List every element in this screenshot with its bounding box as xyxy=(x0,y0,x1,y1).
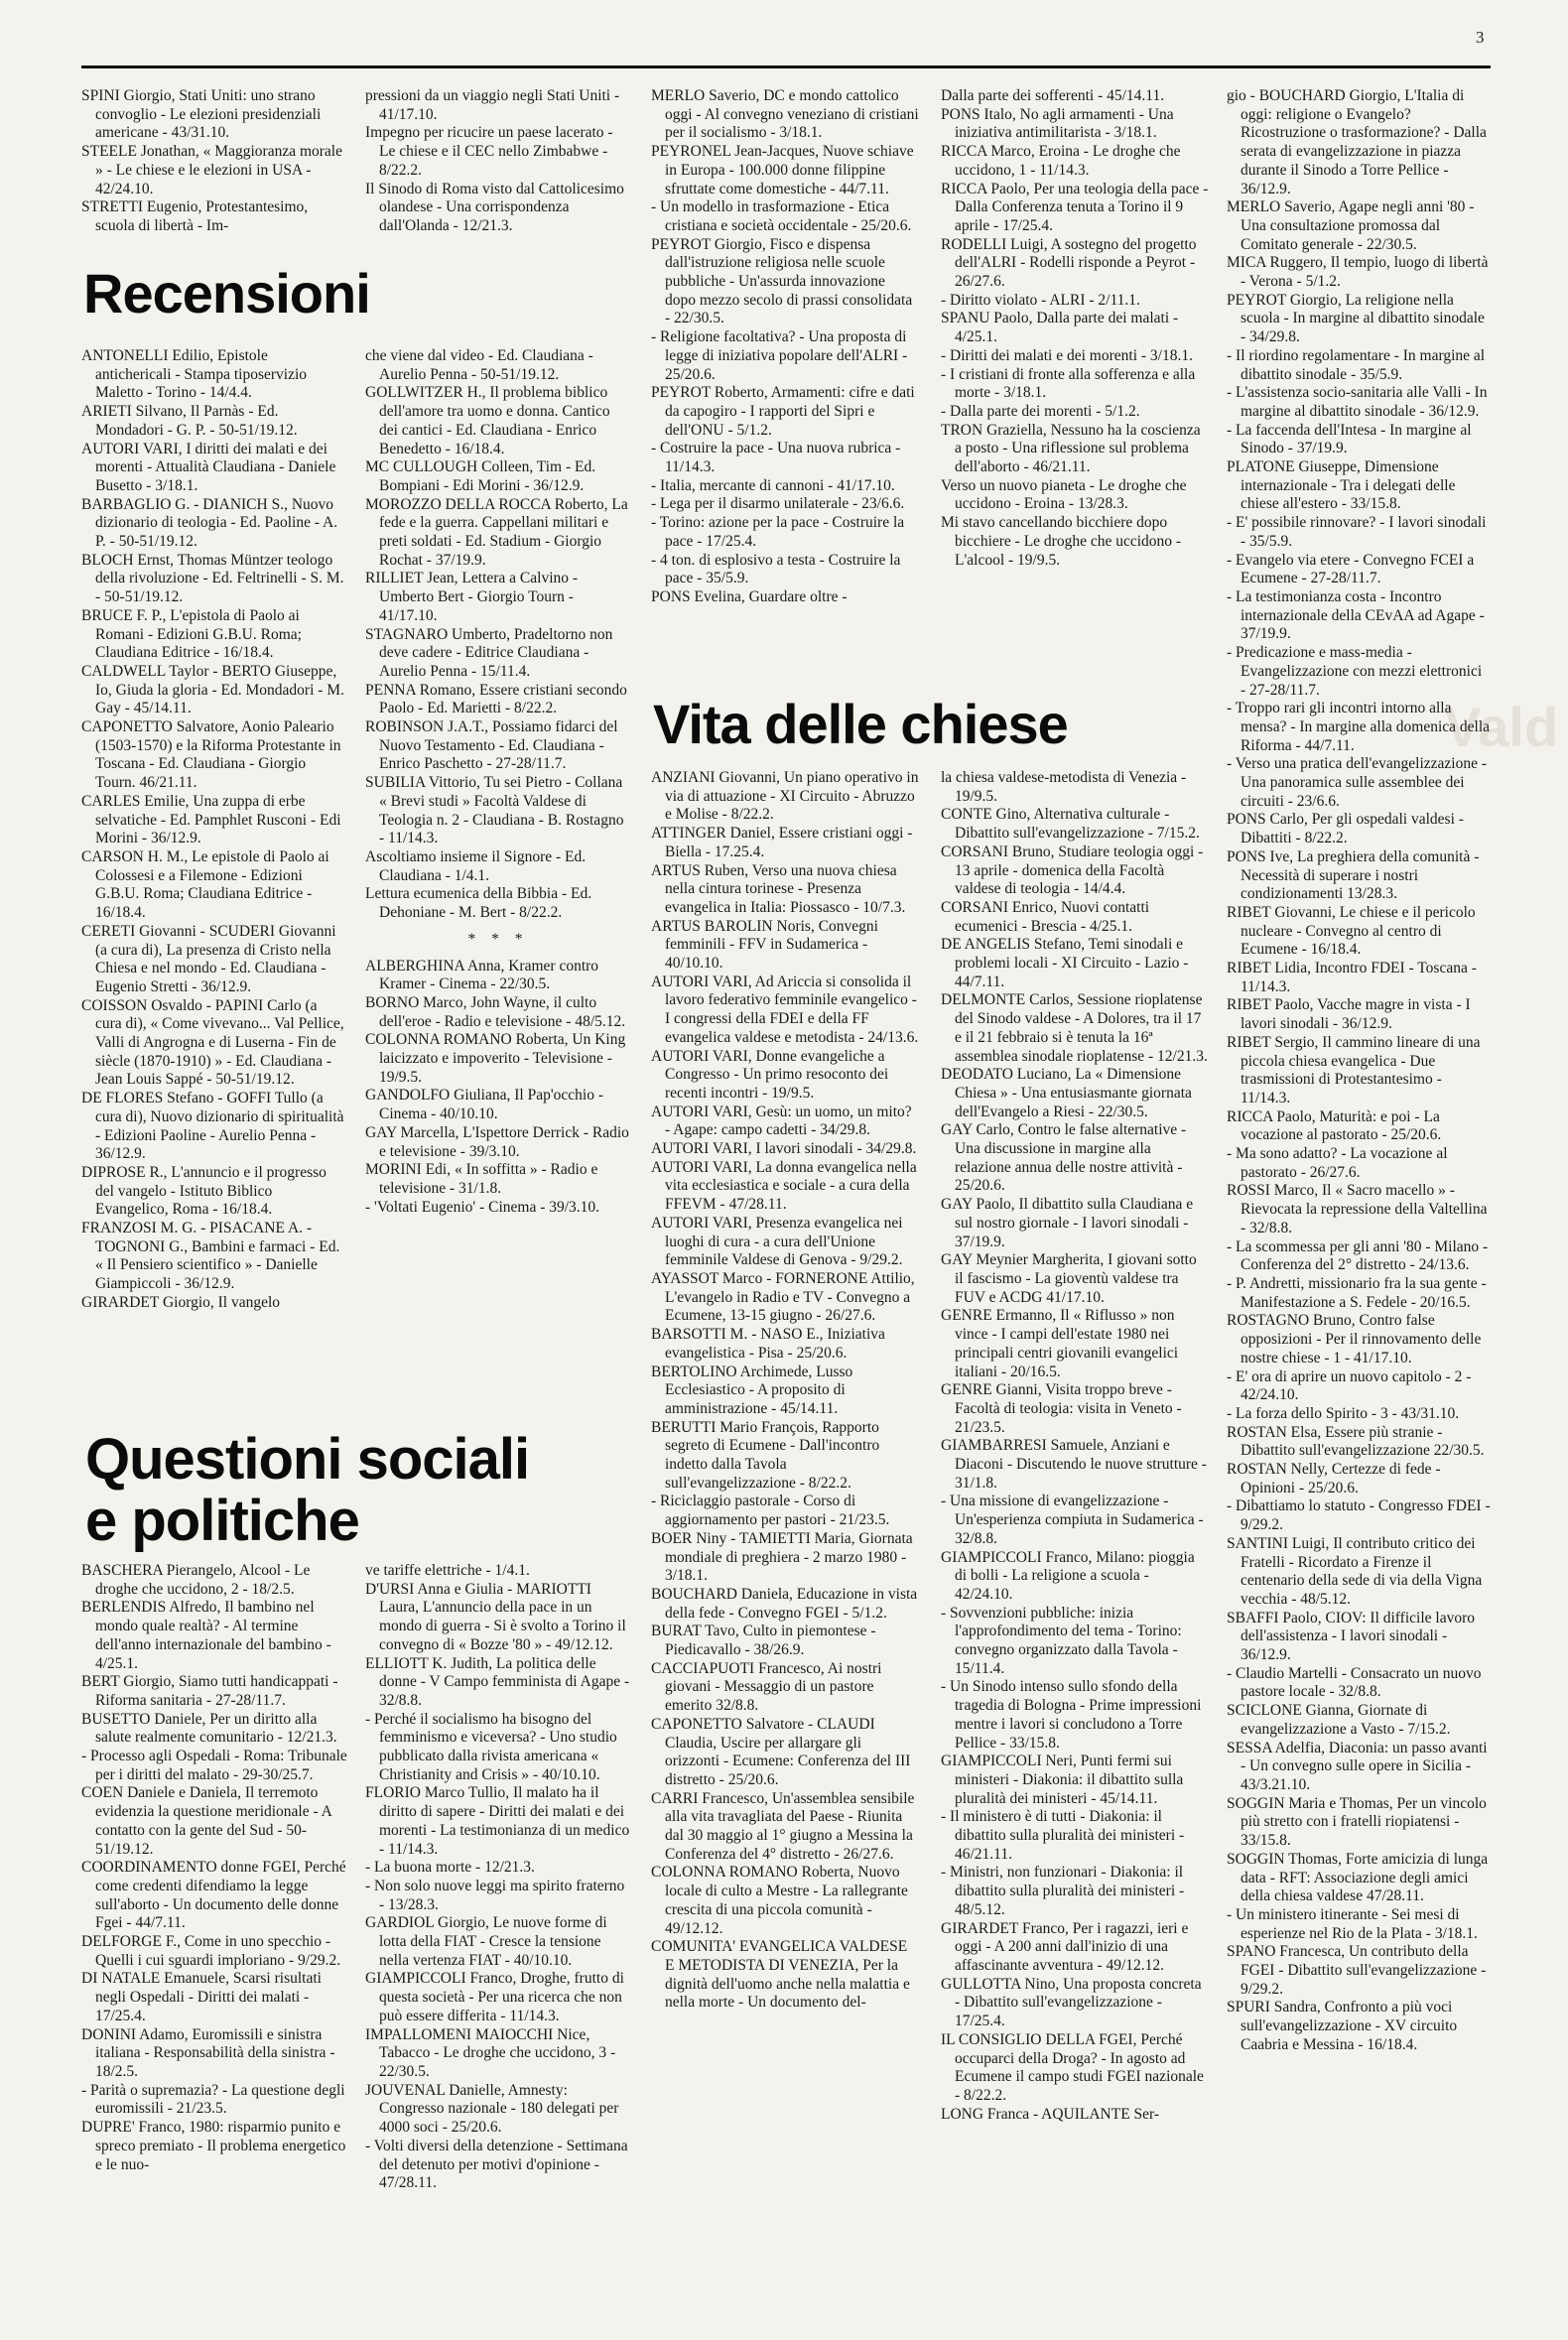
index-entry: MERLO Saverio, Agape negli anni '80 - Una consultazione promossa dal Comitato generale - 22/30.5. xyxy=(1227,198,1475,253)
index-entry: BARSOTTI M. - NASO E., Iniziativa evangelistica - Pisa - 25/20.6. xyxy=(651,1326,885,1362)
index-entry: - Italia, mercante di cannoni - 41/17.10. xyxy=(651,476,895,494)
index-entry: BERT Giorgio, Siamo tutti handicappati - Riforma sanitaria - 27-28/11.7. xyxy=(81,1673,338,1709)
index-entry: - Volti diversi della detenzione - Settimana del detenuto per motivi d'opinione - 47/28.11. xyxy=(365,2137,628,2192)
index-entry: MORINI Edi, « In soffitta » - Radio e televisione - 31/1.8. xyxy=(365,1161,598,1197)
index-entry: ROBINSON J.A.T., Possiamo fidarci del Nuovo Testamento - Ed. Claudiana - Enrico Paschetto - 27-28/11.7. xyxy=(365,718,618,773)
index-entry: SANTINI Luigi, Il contributo critico dei Fratelli - Ricordato a Firenze il centenario della sede di via della Vigna vecchia - 48/5.12. xyxy=(1227,1534,1483,1608)
index-entry: - Evangelo via etere - Convegno FCEI a Ecumene - 27-28/11.7. xyxy=(1227,551,1475,587)
index-entry: GULLOTTA Nino, Una proposta concreta - Dibattito sull'evangelizzazione - 17/25.4. xyxy=(941,1975,1202,2030)
index-entry: SPANO Francesca, Un contributo della FGEI - Dibattito sull'evangelizzazione - 9/29.2. xyxy=(1227,1943,1487,1998)
index-entry: AUTORI VARI, Presenza evangelica nei luoghi di cura - a cura dell'Unione femminile Valdese di Genova - 9/29.2. xyxy=(651,1214,903,1269)
index-entry: - Dibattiamo lo statuto - Congresso FDEI - 9/29.2. xyxy=(1227,1497,1491,1534)
index-entry: GAY Paolo, Il dibattito sulla Claudiana e sul nostro giornale - I lavori sinodali - 37/19.9. xyxy=(941,1196,1194,1250)
index-entry: GENRE Ermanno, Il « Riflusso » non vince - I campi dell'estate 1980 nei principali centri giovanili evangelici italiani - 20/16.5. xyxy=(941,1307,1179,1380)
index-entry: ROSSI Marco, Il « Sacro macello » - Rievocata la repressione della Valtellina - 32/8.8. xyxy=(1227,1182,1488,1236)
index-entry: GENRE Gianni, Visita troppo breve - Facoltà di teologia: visita in Veneto - 21/23.5. xyxy=(941,1381,1182,1436)
index-entry: GIRARDET Giorgio, Il vangelo xyxy=(81,1293,281,1311)
index-entry: BORNO Marco, John Wayne, il culto dell'eroe - Radio e televisione - 48/5.12. xyxy=(365,993,626,1030)
background-ghost-text: Vald xyxy=(1444,696,1559,758)
index-entry: BERUTTI Mario François, Rapporto segreto di Ecumene - Dall'incontro indetto dalla Tavola sull'evangelizzazione - 8/22.2. xyxy=(651,1418,880,1492)
index-entry: FRANZOSI M. G. - PISACANE A. - TOGNONI G., Bambini e farmaci - Ed. « Il Pensiero scientifico » - Danielle Giampiccoli - 36/12.9. xyxy=(81,1220,340,1293)
index-entry: DE ANGELIS Stefano, Temi sinodali e problemi locali - XI Circuito - Lazio - 44/7.11. xyxy=(941,936,1189,990)
index-entry: BLOCH Ernst, Thomas Müntzer teologo della rivoluzione - Ed. Feltrinelli - S. M. - 50-51/19.12. xyxy=(81,551,344,606)
index-entry: la chiesa valdese-metodista di Venezia - 19/9.5. xyxy=(941,769,1187,805)
index-entry: COLONNA ROMANO Roberta, Nuovo locale di culto a Mestre - La rallegrante crescita di una piccola comunità - 49/12.12. xyxy=(651,1864,908,1937)
index-entry: GIAMPICCOLI Neri, Punti fermi sui ministeri - Diakonia: il dibattito sulla pluralità dei ministeri - 45/14.11. xyxy=(941,1753,1184,1807)
index-entry: IL CONSIGLIO DELLA FGEI, Perché occuparci della Droga? - In agosto ad Ecumene il campo studi FGEI nazionale - 8/22.2. xyxy=(941,2030,1204,2104)
index-entry: BRUCE F. P., L'epistola di Paolo ai Romani - Edizioni G.B.U. Roma; Claudiana Editrice - 16/18.4. xyxy=(81,606,302,662)
index-entry: - La buona morte - 12/21.3. xyxy=(365,1859,535,1877)
index-entry: SBAFFI Paolo, CIOV: Il difficile lavoro dell'assistenza - I lavori sinodali - 36/12.9. xyxy=(1227,1609,1475,1664)
index-entry: ve tariffe elettriche - 1/4.1. xyxy=(365,1562,530,1579)
index-entry: CACCIAPUOTI Francesco, Ai nostri giovani - Messaggio di un pastore emerito 32/8.8. xyxy=(651,1659,882,1715)
column-5 xyxy=(1227,87,1491,2327)
index-entry: ROSTAGNO Bruno, Contro false opposizioni - Per il rinnovamento delle nostre chiese - 1 - 41/17.10. xyxy=(1227,1312,1482,1366)
index-entry: DELFORGE F., Come in uno specchio - Quelli i cui sguardi imploriano - 9/29.2. xyxy=(81,1933,341,1969)
heading-questioni-sociali: Questioni sociali e politiche xyxy=(85,1427,530,1553)
index-entry: SUBILIA Vittorio, Tu sei Pietro - Collana « Brevi studi » Facoltà Valdese di Teologia n. 2 - Claudiana - B. Rostagno - 11/14.3. xyxy=(365,774,624,847)
index-entry: - Un Sinodo intenso sullo sfondo della tragedia di Bologna - Prime impressioni mentre i lavori si concludono a Torre Pellice - 33/15.8. xyxy=(941,1678,1202,1752)
index-entry: - Ministri, non funzionari - Diakonia: il dibattito sulla pluralità dei ministeri - 48/5.12. xyxy=(941,1864,1185,1918)
index-entry: ARIETI Silvano, Il Parnàs - Ed. Mondadori - G. P. - 50-51/19.12. xyxy=(81,403,298,439)
index-entry: AUTORI VARI, Ad Ariccia si consolida il lavoro federativo femminile evangelico - I congressi della FDEI e della FF evangelica valdese e metodista - 24/13.6. xyxy=(651,973,919,1046)
index-entry: RIBET Lidia, Incontro FDEI - Toscana - 11/14.3. xyxy=(1227,960,1477,995)
index-entry: DEODATO Luciano, La « Dimensione Chiesa » - Una entusiasmante giornata dell'Evangelo a Riesi - 22/30.5. xyxy=(941,1066,1192,1120)
index-entry: - Predicazione e mass-media - Evangelizzazione con mezzi elettronici - 27-28/11.7. xyxy=(1227,644,1483,699)
index-entry: CAPONETTO Salvatore - CLAUDI Claudia, Uscire per allargare gli orizzonti - Ecumene: Conferenza del III distretto - 25/20.6. xyxy=(651,1715,911,1788)
index-entry: BURAT Tavo, Culto in piemontese - Piedicavallo - 38/26.9. xyxy=(651,1623,876,1659)
index-entry: CERETI Giovanni - SCUDERI Giovanni (a cura di), La presenza di Cristo nella Chiesa e nel mondo - Ed. Claudiana - Eugenio Stretti - 36/12.9. xyxy=(81,922,336,995)
index-entry: BOUCHARD Daniela, Educazione in vista della fede - Convegno FGEI - 5/1.2. xyxy=(651,1585,918,1622)
index-entry: COISSON Osvaldo - PAPINI Carlo (a cura di), « Come vivevano... Val Pellice, Valli di Angrogna e di Luserna - Fin de siècle (1870-1910) » - Ed. Claudiana - Jean Louis Sappé - 50-51/19.12. xyxy=(81,996,344,1089)
index-entry: GOLLWITZER H., Il problema biblico dell'amore tra uomo e donna. Cantico dei cantici - Ed. Claudiana - Enrico Benedetto - 16/18.4. xyxy=(365,384,610,457)
index-entry: AYASSOT Marco - FORNERONE Attilio, L'evangelo in Radio e TV - Convegno a Ecumene, 13-15 giugno - 26/27.6. xyxy=(651,1269,915,1325)
index-entry: GIRARDET Franco, Per i ragazzi, ieri e oggi - A 200 anni dall'inizio di una affascinante avventura - 49/12.12. xyxy=(941,1919,1189,1974)
column-2-top xyxy=(365,87,631,256)
index-entry: MC CULLOUGH Colleen, Tim - Ed. Bompiani - Edi Morini - 36/12.9. xyxy=(365,458,596,494)
index-entry: - Un modello in trasformazione - Etica cristiana e società occidentale - 25/20.6. xyxy=(651,198,912,234)
index-entry: ANTONELLI Edilio, Epistole antichericali - Stampa tiposervizio Maletto - Torino - 14/4.4. xyxy=(81,347,308,402)
index-entry: RICCA Paolo, Maturità: e poi - La vocazione al pastorato - 25/20.6. xyxy=(1227,1107,1442,1144)
index-entry: BASCHERA Pierangelo, Alcool - Le droghe che uccidono, 2 - 18/2.5. xyxy=(81,1562,311,1598)
index-entry: Mi stavo cancellando bicchiere dopo bicchiere - Le droghe che uccidono - L'alcool - 19/9.5. xyxy=(941,514,1182,569)
heading-recensioni: Recensioni xyxy=(83,262,370,325)
index-entry: - Dalla parte dei morenti - 5/1.2. xyxy=(941,402,1140,420)
index-entry: SOGGIN Maria e Thomas, Per un vincolo più stretto con i fratelli riopiatensi - 33/15.8. xyxy=(1227,1794,1487,1850)
index-entry: GIAMBARRESI Samuele, Anziani e Diaconi - Discutendo le nuove strutture - 31/1.8. xyxy=(941,1437,1207,1492)
index-entry: GANDOLFO Giuliana, Il Pap'occhio - Cinema - 40/10.10. xyxy=(365,1087,603,1123)
index-entry: STRETTI Eugenio, Protestantesimo, scuola di libertà - Im- xyxy=(81,198,309,234)
column-1-recensioni xyxy=(81,347,347,1419)
index-entry: PONS Ive, La preghiera della comunità - Necessità di superare i nostri condizionamenti 13/28.3. xyxy=(1227,847,1480,903)
index-entry: STEELE Jonathan, « Maggioranza morale » - Le chiese e le elezioni in USA - 42/24.10. xyxy=(81,143,342,197)
index-entry: CORSANI Bruno, Studiare teologia oggi - 13 aprile - domenica della Facoltà valdese di teologia - 14/4.4. xyxy=(941,843,1204,898)
index-entry: che viene dal video - Ed. Claudiana - Aurelio Penna - 50-51/19.12. xyxy=(365,347,593,383)
index-entry: - Diritti dei malati e dei morenti - 3/18.1. xyxy=(941,346,1193,364)
index-entry: Il Sinodo di Roma visto dal Cattolicesimo olandese - Una corrispondenza dall'Olanda - 12/21.3. xyxy=(365,180,624,234)
index-entry: PONS Evelina, Guardare oltre - xyxy=(651,587,848,605)
index-entry: RILLIET Jean, Lettera a Calvino - Umberto Bert - Giorgio Tourn - 41/17.10. xyxy=(365,570,579,624)
index-entry: PEYROT Giorgio, Fisco e dispensa dall'istruzione religiosa nelle scuole pubbliche - Un'assurda innovazione dopo mezzo secolo di prassi consolidata - 22/30.5. xyxy=(651,235,913,327)
index-entry: COLONNA ROMANO Roberta, Un King laicizzato e impoverito - Televisione - 19/9.5. xyxy=(365,1031,626,1086)
column-1-questioni xyxy=(81,1562,347,2326)
index-entry: LONG Franca - AQUILANTE Ser- xyxy=(941,2105,1160,2123)
index-entry: AUTORI VARI, I lavori sinodali - 34/29.8. xyxy=(651,1140,917,1158)
index-entry: COORDINAMENTO donne FGEI, Perché come credenti difendiamo la legge sull'aborto - Un documento delle donne Fgei - 44/7.11. xyxy=(81,1859,346,1932)
index-entry: MERLO Saverio, DC e mondo cattolico oggi - Al convegno veneziano di cristiani per il socialismo - 3/18.1. xyxy=(651,87,919,142)
index-entry: - La faccenda dell'Intesa - In margine al Sinodo - 37/19.9. xyxy=(1227,421,1472,457)
index-entry: DUPRE' Franco, 1980: risparmio punito e spreco premiato - Il problema energetico e le nuo- xyxy=(81,2119,346,2173)
index-entry: - Perché il socialismo ha bisogno del femminismo e viceversa? - Uno studio pubblicato dalla rivista americana « Christianity and Crisis » - 40/10.10. xyxy=(365,1710,617,1783)
index-entry: FLORIO Marco Tullio, Il malato ha il diritto di sapere - Diritti dei malati e dei morenti - La testimonianza di un medico - 11/14.3. xyxy=(365,1784,630,1858)
index-entry: DE FLORES Stefano - GOFFI Tullo (a cura di), Nuovo dizionario di spiritualità - Edizioni Paoline - Aurelio Penna - 36/12.9. xyxy=(81,1090,344,1163)
index-entry: - Una missione di evangelizzazione - Un'esperienza compiuta in Sudamerica - 32/8.8. xyxy=(941,1493,1204,1547)
index-entry: BUSETTO Daniele, Per un diritto alla salute realmente comunitario - 12/21.3. xyxy=(81,1710,337,1747)
index-entry: PEYROT Roberto, Armamenti: cifre e dati da capogiro - I rapporti del Sipri e dell'ONU - 5/1.2. xyxy=(651,384,915,439)
index-entry: RIBET Giovanni, Le chiese e il pericolo nucleare - Convegno al centro di Ecumene - 16/18.4. xyxy=(1227,903,1476,959)
index-entry: ARTUS Ruben, Verso una nuova chiesa nella cintura torinese - Presenza evangelica in Italia: Piossasco - 10/7.3. xyxy=(651,861,906,916)
index-entry: - 'Voltati Eugenio' - Cinema - 39/3.10. xyxy=(365,1198,600,1216)
index-entry: - Ma sono adatto? - La vocazione al pastorato - 26/27.6. xyxy=(1227,1145,1448,1181)
index-entry: pressioni da un viaggio negli Stati Uniti - 41/17.10. xyxy=(365,87,620,123)
top-rule xyxy=(81,65,1491,68)
index-entry: - Claudio Martelli - Consacrato un nuovo pastore locale - 32/8.8. xyxy=(1227,1664,1482,1701)
index-entry: gio - BOUCHARD Giorgio, L'Italia di oggi: religione o Evangelo? Ricostruzione o trasformazione? - Dalla serata di evangelizzazione in piazza durante il Sinodo a Torre Pellice - 36/12.9. xyxy=(1227,87,1487,197)
index-entry: PEYROT Giorgio, La religione nella scuola - In margine al dibattito sinodale - 34/29.8. xyxy=(1227,291,1485,346)
index-entry: - E' ora di aprire un nuovo capitolo - 2 - 42/24.10. xyxy=(1227,1367,1472,1404)
index-entry: - Diritto violato - ALRI - 2/11.1. xyxy=(941,291,1140,309)
index-entry: GAY Meynier Margherita, I giovani sotto il fascismo - La gioventù valdese tra FUV e ACDG 41/17.10. xyxy=(941,1251,1197,1306)
index-entry: DIPROSE R., L'annuncio e il progresso del vangelo - Istituto Biblico Evangelico, Roma - 16/18.4. xyxy=(81,1163,327,1219)
index-entry: CORSANI Enrico, Nuovi contatti ecumenici - Brescia - 4/25.1. xyxy=(941,898,1150,935)
index-entry: BERTOLINO Archimede, Lusso Ecclesiastico - A proposito di amministrazione - 45/14.11. xyxy=(651,1363,853,1417)
index-entry: - Riciclaggio pastorale - Corso di aggiornamento per pastori - 21/23.5. xyxy=(651,1493,890,1529)
page-number: 3 xyxy=(1476,28,1485,47)
column-3-top xyxy=(651,87,919,687)
index-entry: - Il ministero è di tutti - Diakonia: il dibattito sulla pluralità dei ministeri - 46/21.11. xyxy=(941,1808,1185,1863)
index-entry: Dalla parte dei sofferenti - 45/14.11. xyxy=(941,87,1165,104)
index-entry: SCICLONE Gianna, Giornate di evangelizzazione a Vasto - 7/15.2. xyxy=(1227,1702,1451,1738)
index-entry: MOROZZO DELLA ROCCA Roberto, La fede e la guerra. Cappellani militari e preti soldati - Ed. Stadium - Giorgio Rochat - 37/19.9. xyxy=(365,495,628,569)
index-entry: COMUNITA' EVANGELICA VALDESE E METODISTA DI VENEZIA, Per la dignità dell'uomo anche nella malattia e nella morte - Un documento del- xyxy=(651,1938,910,2012)
index-entry: - Processo agli Ospedali - Roma: Tribunale per i diritti del malato - 29-30/25.7. xyxy=(81,1748,347,1783)
index-entry: - I cristiani di fronte alla sofferenza e alla morte - 3/18.1. xyxy=(941,365,1196,402)
index-entry: - Sovvenzioni pubbliche: inizia l'approfondimento del tema - Torino: convegno organizzato dalla Tavola - 15/11.4. xyxy=(941,1604,1182,1677)
heading-vita-delle-chiese: Vita delle chiese xyxy=(653,693,1068,755)
index-entry: - Il riordino regolamentare - In margine al dibattito sinodale - 35/5.9. xyxy=(1227,346,1486,383)
index-entry: RICCA Paolo, Per una teologia della pace - Dalla Conferenza tenuta a Torino il 9 aprile - 17/25.4. xyxy=(941,180,1209,234)
index-entry: CONTE Gino, Alternativa culturale - Dibattito sull'evangelizzazione - 7/15.2. xyxy=(941,806,1200,843)
index-entry: DELMONTE Carlos, Sessione rioplatense del Sinodo valdese - A Dolores, tra il 17 e il 21 febbraio si è tenuta la 16ª assemblea sinodale rioplatense - 12/21.3. xyxy=(941,991,1208,1065)
index-entry: GIAMPICCOLI Franco, Milano: pioggia di bolli - La religione a scuola - 42/24.10. xyxy=(941,1548,1195,1603)
column-1-top xyxy=(81,87,347,256)
index-entry: RICCA Marco, Eroina - Le droghe che uccidono, 1 - 11/14.3. xyxy=(941,143,1181,179)
index-entry: - Troppo rari gli incontri intorno alla mensa? - In margine alla domenica della Riforma - 44/7.11. xyxy=(1227,700,1491,754)
index-entry: RIBET Sergio, Il cammino lineare di una piccola chiesa evangelica - Due trasmissioni di Protestantesimo - 11/14.3. xyxy=(1227,1033,1481,1106)
index-entry: - E' possibile rinnovare? - I lavori sinodali - 35/5.9. xyxy=(1227,514,1487,550)
index-entry: SESSA Adelfia, Diaconia: un passo avanti - Un convegno sulle opere in Sicilia - 43/3.21.10. xyxy=(1227,1739,1488,1793)
index-entry: MICA Ruggero, Il tempio, luogo di libertà - Verona - 5/1.2. xyxy=(1227,254,1489,291)
index-entry: BARBAGLIO G. - DIANICH S., Nuovo dizionario di teologia - Ed. Paoline - A. P. - 50-51/19.12. xyxy=(81,495,338,551)
index-entry: IMPALLOMENI MAIOCCHI Nice, Tabacco - Le droghe che uccidono, 3 - 22/30.5. xyxy=(365,2025,616,2080)
index-entry: DI NATALE Emanuele, Scarsi risultati negli Ospedali - Diritti dei malati - 17/25.4. xyxy=(81,1970,322,2024)
index-entry: AUTORI VARI, Gesù: un uomo, un mito? - Agape: campo cadetti - 34/29.8. xyxy=(651,1103,912,1139)
index-entry: TRON Graziella, Nessuno ha la coscienza a posto - Una riflessione sul problema dell'aborto - 46/21.11. xyxy=(941,421,1201,476)
index-entry: AUTORI VARI, Donne evangeliche a Congresso - Un primo resoconto dei recenti incontri - 19/9.5. xyxy=(651,1047,889,1102)
index-entry: Verso un nuovo pianeta - Le droghe che uccidono - Eroina - 13/28.3. xyxy=(941,476,1187,513)
index-entry: CALDWELL Taylor - BERTO Giuseppe, Io, Giuda la gloria - Ed. Mondadori - M. Gay - 45/14.11. xyxy=(81,662,344,717)
index-entry: JOUVENAL Danielle, Amnesty: Congresso nazionale - 180 delegati per 4000 soci - 25/20.6. xyxy=(365,2081,619,2137)
index-entry: PLATONE Giuseppe, Dimensione internazionale - Tra i delegati delle chiese all'estero - 33/15.8. xyxy=(1227,458,1456,513)
index-entry: - Costruire la pace - Una nuova rubrica - 11/14.3. xyxy=(651,440,901,476)
index-entry: - Lega per il disarmo unilaterale - 23/6.6. xyxy=(651,495,905,513)
index-entry: BOER Niny - TAMIETTI Maria, Giornata mondiale di preghiera - 2 marzo 1980 - 3/18.1. xyxy=(651,1529,913,1585)
column-2-questioni xyxy=(365,1562,631,2326)
index-entry: CARLES Emilie, Una zuppa di erbe selvatiche - Ed. Pamphlet Rusconi - Edi Morini - 36/12.9. xyxy=(81,792,341,847)
index-entry: GAY Marcella, L'Ispettore Derrick - Radio e televisione - 39/3.10. xyxy=(365,1123,629,1160)
column-4-top xyxy=(941,87,1209,687)
index-entry: STAGNARO Umberto, Pradeltorno non deve cadere - Editrice Claudiana - Aurelio Penna - 15/11.4. xyxy=(365,625,613,680)
index-entry: SPURI Sandra, Confronto a più voci sull'evangelizzazione - XV circuito Caabria e Messina - 16/18.4. xyxy=(1227,1999,1458,2053)
index-entry: GARDIOL Giorgio, Le nuove forme di lotta della FIAT - Cresce la tensione nella vertenza FIAT - 40/10.10. xyxy=(365,1914,607,1969)
index-entry: ATTINGER Daniel, Essere cristiani oggi - Biella - 17.25.4. xyxy=(651,825,913,860)
index-entry: - Non solo nuove leggi ma spirito fraterno - 13/28.3. xyxy=(365,1877,625,1913)
index-entry: PONS Italo, No agli armamenti - Una iniziativa antimilitarista - 3/18.1. xyxy=(941,105,1174,142)
index-entry: ROSTAN Nelly, Certezze di fede - Opinioni - 25/20.6. xyxy=(1227,1461,1441,1496)
index-entry: Lettura ecumenica della Bibbia - Ed. Dehoniane - M. Bert - 8/22.2. xyxy=(365,885,592,922)
index-entry: ANZIANI Giovanni, Un piano operativo in via di attuazione - XI Circuito - Abruzzo e Molise - 8/22.2. xyxy=(651,769,919,824)
index-entry: PONS Carlo, Per gli ospedali valdesi - Dibattiti - 8/22.2. xyxy=(1227,811,1464,847)
index-entry: PENNA Romano, Essere cristiani secondo Paolo - Ed. Marietti - 8/22.2. xyxy=(365,681,627,717)
index-entry: Impegno per ricucire un paese lacerato - Le chiese e il CEC nello Zimbabwe - 8/22.2. xyxy=(365,124,613,179)
index-entry: * * * xyxy=(467,930,529,948)
index-entry: - L'assistenza socio-sanitaria alle Valli - In margine al dibattito sinodale - 36/12.9. xyxy=(1227,384,1488,420)
index-entry: Ascoltiamo insieme il Signore - Ed. Claudiana - 1/4.1. xyxy=(365,847,587,884)
index-entry: ALBERGHINA Anna, Kramer contro Kramer - Cinema - 22/30.5. xyxy=(365,957,599,993)
index-entry: GIAMPICCOLI Franco, Droghe, frutto di questa società - Per una ricerca che non può essere differita - 11/14.3. xyxy=(365,1970,624,2024)
index-entry: DONINI Adamo, Euromissili e sinistra italiana - Responsabilità della sinistra - 18/2.5. xyxy=(81,2025,335,2080)
column-2-recensioni xyxy=(365,347,631,1419)
index-entry: ELLIOTT K. Judith, La politica delle donne - V Campo femminista di Agape - 32/8.8. xyxy=(365,1654,630,1709)
index-entry: GAY Carlo, Contro le false alternative - Una discussione in margine alla relazione annua delle nostre attività - 25/20.6. xyxy=(941,1121,1187,1195)
index-entry: CARSON H. M., Le epistole di Paolo ai Colossesi e a Filemone - Edizioni G.B.U. Roma; Claudiana Editrice - 16/18.4. xyxy=(81,847,329,922)
index-entry: - La forza dello Spirito - 3 - 43/31.10. xyxy=(1227,1404,1460,1422)
index-entry: COEN Daniele e Daniela, Il terremoto evidenzia la questione meridionale - A contatto con la gente del Sud - 50-51/19.12. xyxy=(81,1784,332,1858)
index-entry: - P. Andretti, missionario fra la sua gente - Manifestazione a S. Fedele - 20/16.5. xyxy=(1227,1275,1487,1311)
index-entry: - Parità o supremazia? - La questione degli euromissili - 21/23.5. xyxy=(81,2081,345,2118)
index-entry: CAPONETTO Salvatore, Aonio Paleario (1503-1570) e la Riforma Protestante in Toscana - Ed. Claudiana - Giorgio Tourn. 46/21.11. xyxy=(81,718,341,792)
index-entry: RODELLI Luigi, A sostegno del progetto dell'ALRI - Rodelli risponde a Peyrot - 26/27.6. xyxy=(941,235,1197,291)
index-entry: SPANU Paolo, Dalla parte dei malati - 4/25.1. xyxy=(941,310,1179,346)
index-entry: ARTUS BAROLIN Noris, Convegni femminili - FFV in Sudamerica - 40/10.10. xyxy=(651,917,878,973)
index-entry: SPINI Giorgio, Stati Uniti: uno strano convoglio - Le elezioni presidenziali americane - 43/31.10. xyxy=(81,87,322,142)
column-4-vita xyxy=(941,769,1209,2327)
index-entry: RIBET Paolo, Vacche magre in vista - I lavori sinodali - 36/12.9. xyxy=(1227,996,1471,1033)
index-entry: SOGGIN Thomas, Forte amicizia di lunga data - RFT: Associazione degli amici della chiesa valdese 47/28.11. xyxy=(1227,1850,1489,1905)
index-entry: - Un ministero itinerante - Sei mesi di esperienze nel Rio de la Plata - 3/18.1. xyxy=(1227,1905,1478,1942)
index-entry: AUTORI VARI, La donna evangelica nella vita ecclesiastica e sociale - a cura della FFEVM - 47/28.11. xyxy=(651,1158,917,1214)
index-entry: ROSTAN Elsa, Essere più stranie - Dibattito sull'evangelizzazione 22/30.5. xyxy=(1227,1423,1485,1460)
index-entry: - Religione facoltativa? - Una proposta di legge di iniziativa popolare dell'ALRI - 25/20.6. xyxy=(651,328,908,383)
index-entry: CARRI Francesco, Un'assemblea sensibile alla vita travagliata del Paese - Riunita dal 30 maggio al 1° giugno a Messina la Conferenza del 4° distretto - 26/27.6. xyxy=(651,1789,915,1863)
index-entry: - 4 ton. di esplosivo a testa - Costruire la pace - 35/5.9. xyxy=(651,551,901,587)
index-entry: - La testimonianza costa - Incontro internazionale della CEvAA ad Agape - 37/19.9. xyxy=(1227,587,1485,643)
index-entry: AUTORI VARI, I diritti dei malati e dei morenti - Attualità Claudiana - Daniele Busetto - 3/18.1. xyxy=(81,440,336,494)
index-entry: - La scommessa per gli anni '80 - Milano - Conferenza del 2° distretto - 24/13.6. xyxy=(1227,1237,1489,1274)
index-entry: BERLENDIS Alfredo, Il bambino nel mondo quale realtà? - Al termine dell'anno internazionale del bambino - 4/25.1. xyxy=(81,1599,331,1672)
index-entry: - Torino: azione per la pace - Costruire la pace - 17/25.4. xyxy=(651,514,905,550)
index-entry: - Verso una pratica dell'evangelizzazione - Una panoramica sulle assemblee dei circuiti - 23/6.6. xyxy=(1227,755,1488,810)
index-entry: PEYRONEL Jean-Jacques, Nuove schiave in Europa - 100.000 donne filippine sfruttate come domestiche - 44/7.11. xyxy=(651,143,914,197)
column-3-vita xyxy=(651,769,919,2327)
index-entry: D'URSI Anna e Giulia - MARIOTTI Laura, L'annuncio della pace in un mondo di guerra - Si è svolto a Torino il convegno di « Bozze '80 » - 49/12.12. xyxy=(365,1580,626,1653)
